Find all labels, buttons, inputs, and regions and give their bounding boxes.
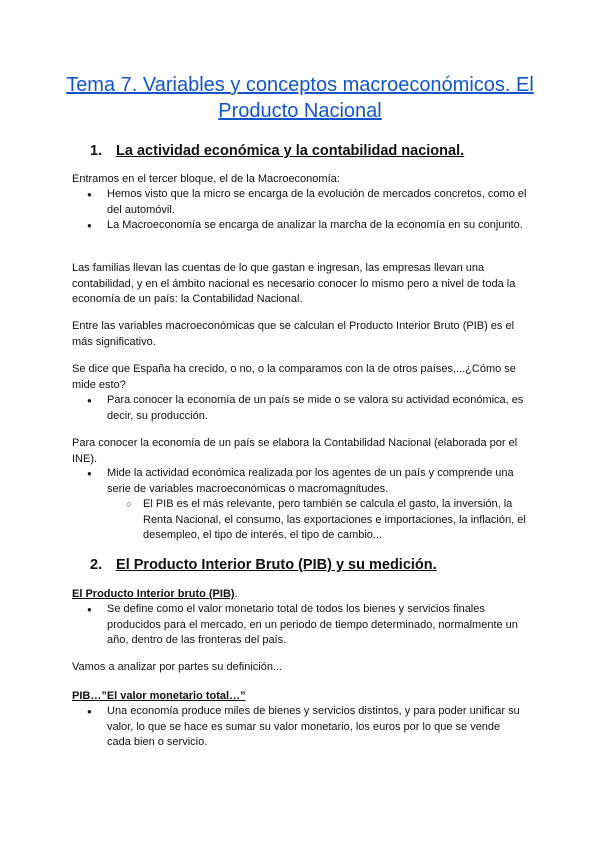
paragraph: Para conocer la economía de un país se elabora la Contabilidad Nacional (elaborada por el INE). bbox=[72, 437, 518, 465]
bullet-item: ● Para conocer la economía de un país se mide o se valora su actividad económica, es decir, su producción. bbox=[107, 393, 527, 424]
subheading-text: PIB…”El valor monetario total…” bbox=[72, 690, 246, 702]
subheading bbox=[72, 587, 532, 603]
bullet-item: ● Una economía produce miles de bienes y servicios distintos, y para poder unificar su valor, lo que se hace es sumar su valor monetario, los euros por lo que se vende cada bien o servicio. bbox=[107, 704, 527, 751]
bullet-item: ● Se define como el valor monetario total de todos los bienes y servicios finales producidos para el mercado, en un periodo de tiempo determinado, normalmente un año, dentro de las fronteras del país. bbox=[107, 602, 527, 649]
section-2-title: El Producto Interior Bruto (PIB) y su medición. bbox=[116, 557, 437, 573]
document-title: Tema 7. Variables y conceptos macroeconómicos. El Producto Nacional bbox=[66, 74, 534, 122]
subheading-text: El Producto Interior bruto (PIB) bbox=[72, 588, 235, 600]
paragraph: Se dice que España ha crecido, o no, o la comparamos con la de otros países,...¿Cómo se mide esto? bbox=[72, 363, 516, 391]
subheading-period: . bbox=[234, 588, 238, 600]
section-1-number: 1. bbox=[90, 143, 103, 159]
subheading bbox=[72, 689, 532, 705]
paragraph: Las familias llevan las cuentas de lo que gastan e ingresan, las empresas llevan una contabilidad, y en el ámbito nacional es necesario conocer lo mismo pero a nivel de toda la economía de un país: la Contabilidad Nacional. bbox=[72, 262, 516, 305]
section-1-heading bbox=[90, 142, 464, 160]
bullet-item: ● Mide la actividad económica realizada por los agentes de un país y comprende una serie de variables macroeconómicas o macromagnitudes. bbox=[107, 466, 527, 497]
bullet-item: ● La Macroeconomía se encarga de analizar la marcha de la economía en su conjunto. bbox=[107, 218, 527, 234]
bullet-item: ● Hemos visto que la micro se encarga de la evolución de mercados concretos, como el del automóvil. bbox=[107, 187, 527, 218]
paragraph: Vamos a analizar por partes su definición... bbox=[72, 661, 283, 673]
section-1-title: La actividad económica y la contabilidad nacional. bbox=[116, 143, 465, 159]
paragraph: Entramos en el tercer bloque, el de la Macroeconomía: bbox=[72, 173, 340, 185]
paragraph: Entre las variables macroeconómicas que se calculan el Producto Interior Bruto (PIB) es el más significativo. bbox=[72, 320, 515, 348]
section-2-number: 2. bbox=[90, 557, 103, 573]
section-2-heading bbox=[90, 556, 437, 574]
sub-bullet-item: ○ El PIB es el más relevante, pero también se calcula el gasto, la inversión, la Renta Nacional, el consumo, las exportaciones e importaciones, la inflación, el desempleo, el tipo de interés, el tipo de cambio... bbox=[143, 497, 528, 544]
